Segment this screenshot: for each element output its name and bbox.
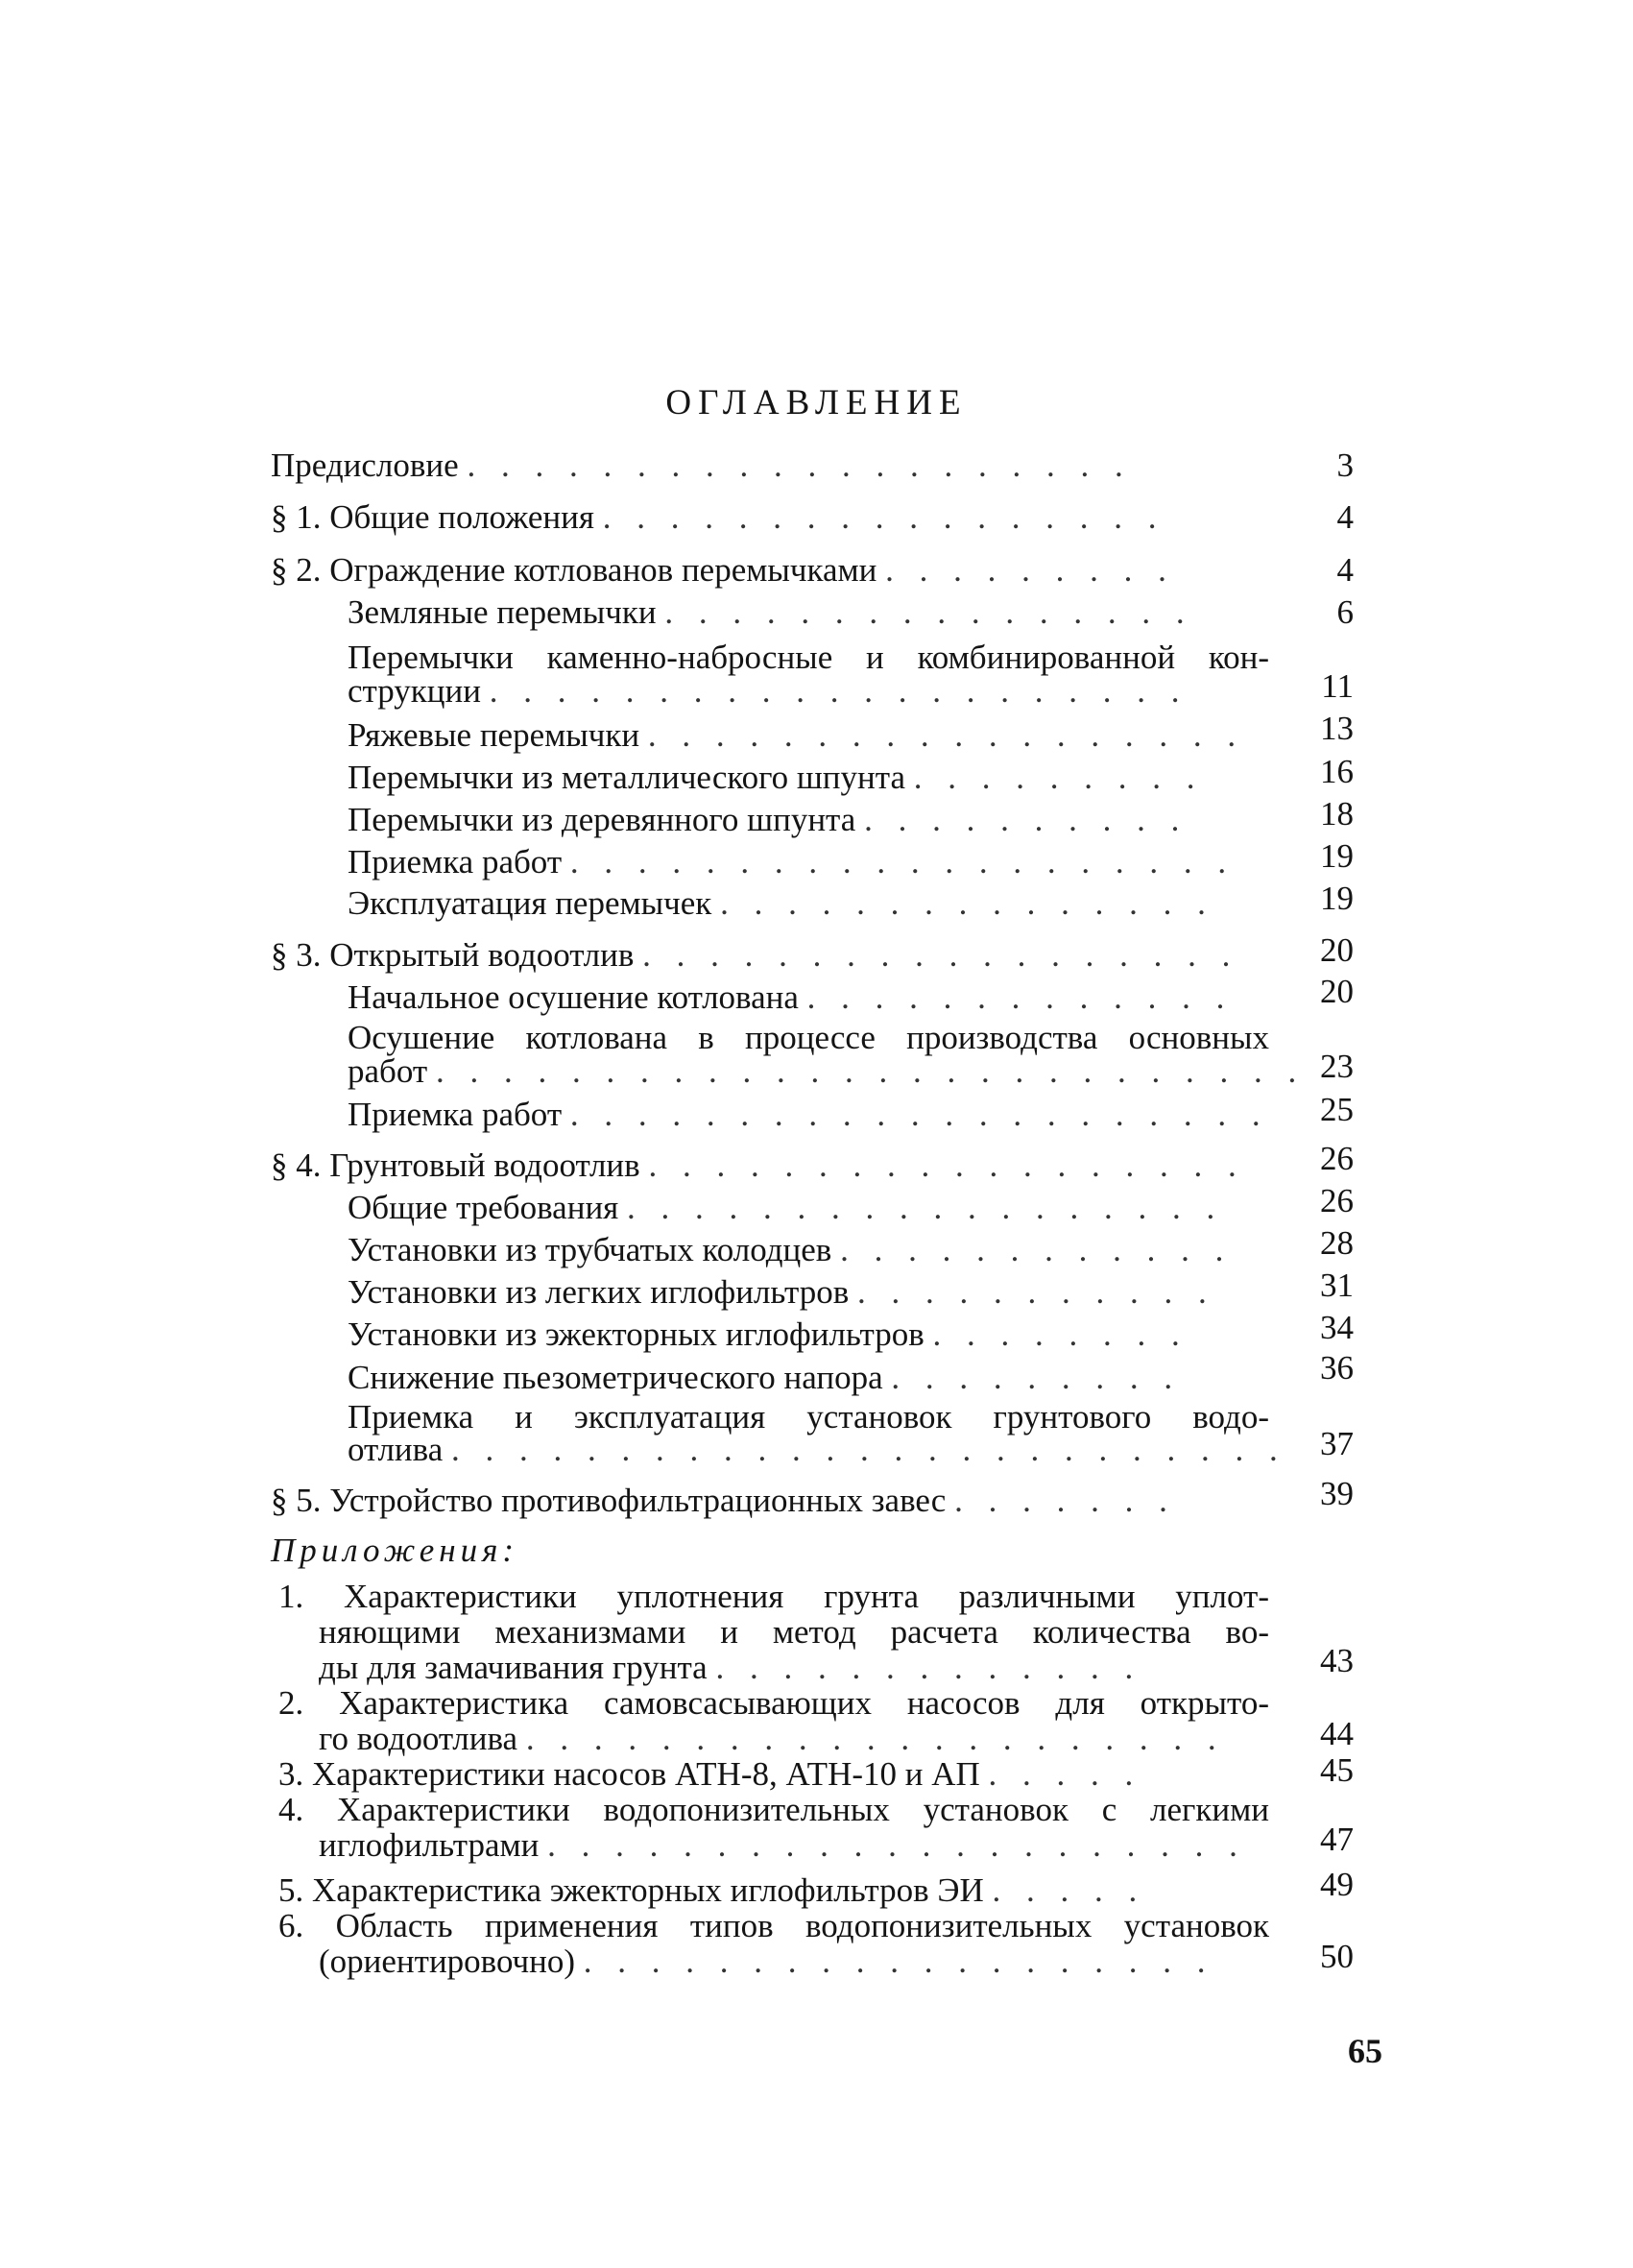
appendix-5: 5. Характеристика эжекторных иглофильтров ЭИ . . . . . (278, 1871, 1146, 1909)
toc-page-s4: 26 (1320, 1140, 1354, 1177)
toc-title: ОГЛАВЛЕНИЕ (665, 383, 968, 422)
toc-entry-preface: Предисловие . . . . . . . . . . . . . . . . . . . . (271, 446, 1132, 484)
toc-page-s2-7: 19 (1320, 880, 1354, 917)
toc-entry-s4-2: Установки из трубчатых колодцев . . . . . . . . . . . . (348, 1231, 1233, 1268)
toc-entry-s2-1: Земляные перемычки . . . . . . . . . . . . . . . . (348, 593, 1193, 631)
toc-entry-s4-1: Общие требования . . . . . . . . . . . . . . . . . . (348, 1189, 1224, 1226)
appendix-1-line2: няющими механизмами и метод расчета количества во- (319, 1613, 1269, 1651)
toc-page-s2-6: 19 (1320, 837, 1354, 875)
toc-page-s4-4: 34 (1320, 1309, 1354, 1346)
toc-page-s2-2: 11 (1321, 667, 1354, 705)
toc-page-s1: 4 (1336, 498, 1354, 536)
appendix-6-line2: (ориентировочно) . . . . . . . . . . . . . . . . . . . (319, 1942, 1214, 1980)
toc-entry-s4-5: Снижение пьезометрического напора . . . . . . . . . (348, 1359, 1182, 1396)
toc-page-s4-5: 36 (1320, 1349, 1354, 1387)
toc-page-s3-3: 25 (1320, 1091, 1354, 1128)
toc-page-s5: 39 (1320, 1475, 1354, 1512)
toc-page-s3: 20 (1320, 931, 1354, 969)
toc-page-s2-4: 16 (1320, 753, 1354, 790)
appendix-2-line1: 2. Характеристика самовсасывающих насосов для открыто- (278, 1684, 1269, 1722)
toc-entry-s5: § 5. Устройство противофильтрационных завес . . . . . . . (271, 1482, 1176, 1519)
appendix-page-6: 50 (1320, 1938, 1354, 1975)
appendix-4-line1: 4. Характеристики водопонизительных установок с легкими (278, 1791, 1269, 1828)
appendix-1-line1: 1. Характеристики уплотнения грунта различными уплот- (278, 1578, 1269, 1615)
appendix-page-1: 43 (1320, 1642, 1354, 1679)
toc-entry-s3-1: Начальное осушение котлована . . . . . . . . . . . . . (348, 978, 1234, 1016)
appendix-6-line1: 6. Область применения типов водопонизительных установок (278, 1907, 1269, 1944)
toc-entry-s2-2-line2: струкции . . . . . . . . . . . . . . . . . . . . . (348, 672, 1189, 710)
toc-entry-s2-4: Перемычки из металлического шпунта . . . . . . . . . (348, 759, 1204, 796)
toc-entry-s2-6: Приемка работ . . . . . . . . . . . . . . . . . . . . (348, 843, 1236, 881)
toc-entry-s2-2-line1: Перемычки каменно-набросные и комбинированной кон- (348, 639, 1269, 676)
appendix-2-line2: го водоотлива . . . . . . . . . . . . . . . . . . . . . (319, 1720, 1225, 1757)
toc-page-s2-5: 18 (1320, 795, 1354, 832)
page-number: 65 (1348, 2032, 1382, 2070)
toc-entry-s3-2-line1: Осушение котлована в процессе производства основных (348, 1019, 1269, 1056)
toc-entry-s1: § 1. Общие положения . . . . . . . . . . . . . . . . . (271, 498, 1165, 536)
toc-page-s3-2: 23 (1320, 1048, 1354, 1085)
appendix-page-3: 45 (1320, 1751, 1354, 1789)
toc-entry-s2-7: Эксплуатация перемычек . . . . . . . . . . . . . . . (348, 884, 1214, 922)
appendix-page-2: 44 (1320, 1715, 1354, 1752)
appendix-page-5: 49 (1320, 1866, 1354, 1903)
toc-page-s4-2: 28 (1320, 1224, 1354, 1262)
toc-entry-s3: § 3. Открытый водоотлив . . . . . . . . . . . . . . . . . . (271, 936, 1239, 974)
toc-entry-s3-3: Приемка работ . . . . . . . . . . . . . . . . . . . . . (348, 1096, 1269, 1133)
toc-entry-s4-6-line2: отлива . . . . . . . . . . . . . . . . . . . . . . . . . (348, 1431, 1286, 1468)
toc-page-s4-1: 26 (1320, 1182, 1354, 1219)
toc-entry-s4-3: Установки из легких иглофильтров . . . . . . . . . . . (348, 1273, 1215, 1311)
toc-page-preface: 3 (1336, 446, 1354, 484)
appendix-3: 3. Характеристики насосов АТН-8, АТН-10 и АП . . . . . (278, 1755, 1142, 1793)
appendix-page-4: 47 (1320, 1821, 1354, 1858)
toc-page-s4-3: 31 (1320, 1267, 1354, 1304)
toc-entry-s2-3: Ряжевые перемычки . . . . . . . . . . . . . . . . . . (348, 716, 1245, 754)
toc-page-s3-1: 20 (1320, 973, 1354, 1010)
toc-page-s2-1: 6 (1336, 593, 1354, 631)
toc-entry-s2-5: Перемычки из деревянного шпунта . . . . . . . . . . (348, 801, 1189, 838)
toc-entry-s4: § 4. Грунтовый водоотлив . . . . . . . . . . . . . . . . . . (271, 1146, 1245, 1184)
toc-page-s4-6: 37 (1320, 1425, 1354, 1462)
appendix-1-line3: ды для замачивания грунта . . . . . . . . . . . . . (319, 1649, 1142, 1686)
appendix-heading: Приложения: (271, 1532, 519, 1569)
toc-page-s2: 4 (1336, 551, 1354, 589)
toc-entry-s3-2-line2: работ . . . . . . . . . . . . . . . . . . . . . . . . . . (348, 1052, 1306, 1090)
toc-page-s2-3: 13 (1320, 710, 1354, 747)
toc-entry-s2: § 2. Ограждение котлованов перемычками . . . . . . . . . (271, 551, 1175, 589)
toc-entry-s4-4: Установки из эжекторных иглофильтров . . . . . . . . (348, 1315, 1189, 1353)
toc-entry-s4-6-line1: Приемка и эксплуатация установок грунтового водо- (348, 1398, 1269, 1436)
appendix-4-line2: иглофильтрами . . . . . . . . . . . . . . . . . . . . . (319, 1826, 1246, 1864)
